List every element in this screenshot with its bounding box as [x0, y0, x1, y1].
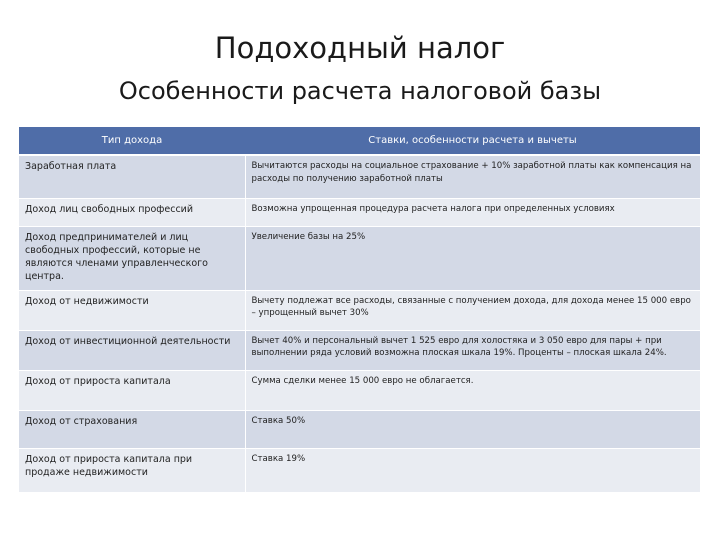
slide-subtitle: Особенности расчета налоговой базы — [118, 77, 602, 105]
income-type-cell: Доход лиц свободных профессий — [19, 198, 245, 226]
income-type-cell: Доход от недвижимости — [19, 290, 245, 330]
column-header-income-type: Тип дохода — [19, 127, 245, 155]
table-row — [19, 370, 700, 410]
income-type-cell: Доход от прироста капитала — [19, 370, 245, 410]
rates-cell: Возможна упрощенная процедура расчета налога при определенных условиях — [245, 198, 700, 226]
rates-cell: Ставка 19% — [245, 448, 700, 492]
table-row — [19, 155, 700, 198]
income-type-cell: Доход от страхования — [19, 410, 245, 448]
table-row — [19, 448, 700, 492]
income-tax-table — [19, 127, 701, 493]
rates-cell: Вычет 40% и персональный вычет 1 525 евро для холостяка и 3 050 евро для пары + при выполнении ряда условий возможна плоская шкала 19%. Проценты – плоская шкала 24%. — [245, 330, 700, 370]
rates-cell: Вычету подлежат все расходы, связанные с получением дохода, для дохода менее 15 000 евро – упрощенный вычет 30% — [245, 290, 700, 330]
table-row — [19, 330, 700, 370]
table-header-row — [19, 127, 700, 155]
income-type-cell: Заработная плата — [19, 155, 245, 198]
table-row — [19, 226, 700, 290]
rates-cell: Вычитаются расходы на социальное страхование + 10% заработной платы как компенсация на расходы по получению заработной платы — [245, 155, 700, 198]
income-type-cell: Доход предпринимателей и лиц свободных профессий, которые не являются членами управленческого центра. — [19, 226, 245, 290]
rates-cell: Ставка 50% — [245, 410, 700, 448]
rates-cell: Сумма сделки менее 15 000 евро не облагается. — [245, 370, 700, 410]
income-type-cell: Доход от инвестиционной деятельности — [19, 330, 245, 370]
rates-cell: Увеличение базы на 25% — [245, 226, 700, 290]
table-row — [19, 198, 700, 226]
slide-title: Подоходный налог — [214, 31, 506, 65]
table-row — [19, 290, 700, 330]
column-header-rates: Ставки, особенности расчета и вычеты — [245, 127, 700, 155]
income-type-cell: Доход от прироста капитала при продаже недвижимости — [19, 448, 245, 492]
table-row — [19, 410, 700, 448]
